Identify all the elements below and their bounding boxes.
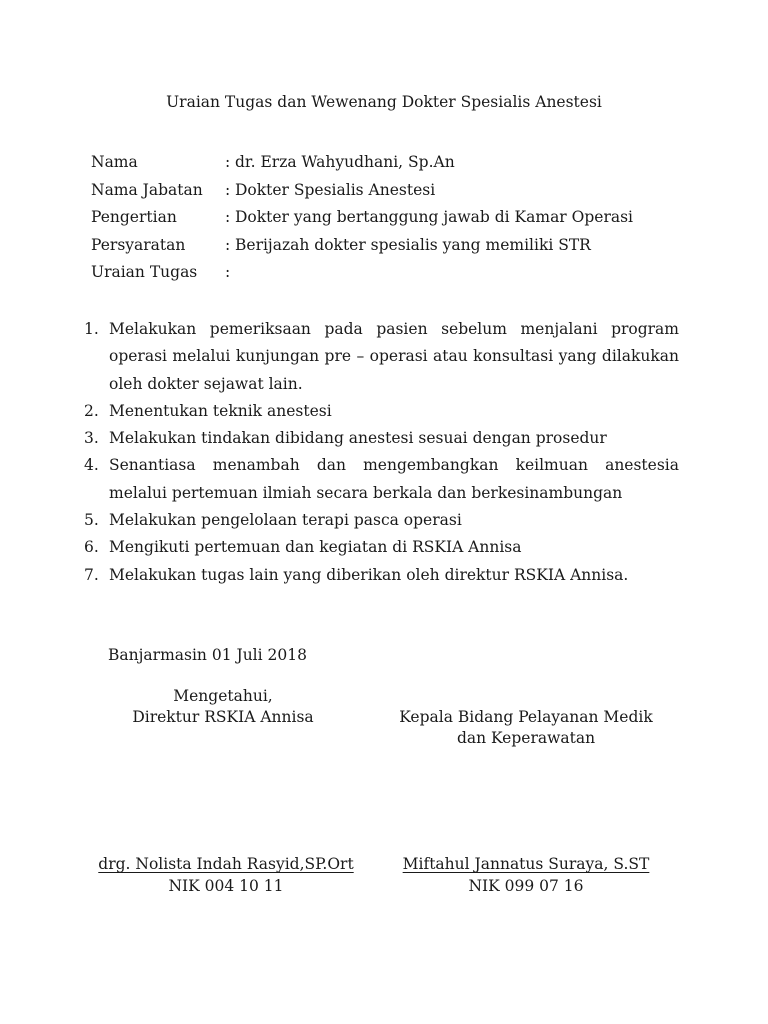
job-info-section	[91, 152, 691, 290]
list-text: Mengikuti pertemuan dan kegiatan di RSKIA Annisa	[109, 538, 522, 557]
signer-left	[98, 853, 354, 897]
info-value	[235, 262, 691, 290]
info-row-nama-jabatan	[91, 180, 691, 208]
document-title: Uraian Tugas dan Wewenang Dokter Spesialis Anestesi	[166, 93, 602, 111]
info-colon: :	[225, 263, 231, 281]
place-date: Banjarmasin 01 Juli 2018	[108, 646, 307, 664]
list-item	[84, 425, 679, 452]
list-number: 6.	[84, 538, 99, 557]
info-row-pengertian	[91, 207, 691, 235]
info-value: Dokter yang bertanggung jawab di Kamar Operasi	[235, 208, 634, 226]
signer-name: Miftahul Jannatus Suraya, S.ST	[402, 855, 650, 873]
info-colon: :	[225, 208, 231, 226]
signer-name: drg. Nolista Indah Rasyid,SP.Ort	[98, 855, 354, 873]
signature-block-left	[98, 686, 348, 728]
signer-nik: NIK 004 10 11	[168, 877, 284, 895]
list-item	[84, 316, 679, 398]
list-number: 5.	[84, 511, 99, 530]
list-item	[84, 562, 679, 589]
info-value: Dokter Spesialis Anestesi	[235, 180, 436, 199]
list-number: 1.	[84, 320, 99, 338]
list-number: 4.	[84, 456, 99, 475]
info-label: Nama Jabatan	[91, 180, 203, 199]
info-row-uraian-tugas	[91, 262, 691, 290]
duties-list	[84, 316, 679, 589]
list-item	[84, 534, 679, 561]
list-text: Melakukan tugas lain yang diberikan oleh direktur RSKIA Annisa.	[109, 565, 629, 584]
signer-right	[396, 853, 656, 897]
info-value: Berijazah dokter spesialis yang memiliki STR	[235, 235, 591, 254]
info-value: dr. Erza Wahyudhani, Sp.An	[235, 153, 455, 171]
info-label: Persyaratan	[91, 235, 186, 254]
list-item	[84, 398, 679, 425]
info-colon: :	[225, 180, 231, 199]
list-item	[84, 507, 679, 534]
signer-title: Kepala Bidang Pelayanan Medik	[399, 708, 653, 726]
list-text: Menentukan teknik anestesi	[109, 401, 332, 420]
acknowledgement-label: Mengetahui,	[173, 687, 273, 705]
list-text: Melakukan pengelolaan terapi pasca operasi	[109, 511, 462, 530]
signature-block-right	[396, 707, 656, 749]
list-text: Melakukan pemeriksaan pada pasien sebelum menjalani program operasi melalui kunjungan pre – operasi atau konsultasi yang dilakukan oleh dokter sejawat lain.	[109, 320, 679, 393]
list-number: 3.	[84, 429, 99, 448]
list-text: Senantiasa menambah dan mengembangkan keilmuan anestesia melalui pertemuan ilmiah secara berkala dan berkesinambungan	[109, 456, 679, 502]
signer-title-continued: dan Keperawatan	[456, 729, 596, 747]
signer-nik: NIK 099 07 16	[468, 877, 584, 895]
info-label: Uraian Tugas	[91, 263, 198, 281]
info-colon: :	[225, 153, 231, 171]
info-label: Pengertian	[91, 208, 177, 226]
signer-title: Direktur RSKIA Annisa	[132, 708, 314, 726]
list-number: 7.	[84, 565, 99, 584]
info-colon: :	[225, 235, 231, 254]
list-text: Melakukan tindakan dibidang anestesi sesuai dengan prosedur	[109, 429, 607, 448]
list-number: 2.	[84, 401, 99, 420]
info-row-nama	[91, 152, 691, 180]
info-label: Nama	[91, 153, 138, 171]
list-item	[84, 452, 679, 507]
info-row-persyaratan	[91, 235, 691, 263]
